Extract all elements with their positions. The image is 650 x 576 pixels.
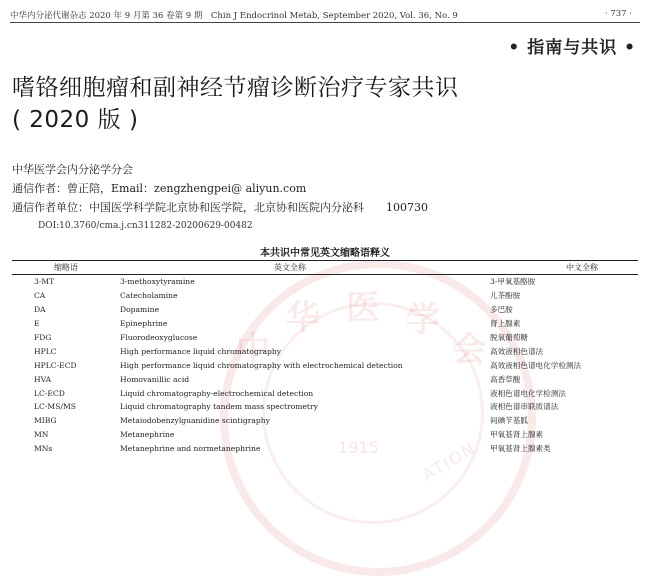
article-title — [12, 72, 459, 136]
english-name-cell-text: Liquid chromatography-electrochemical detection — [120, 388, 314, 398]
chinese-name-cell-text: 高香草酸 — [490, 374, 521, 384]
abbreviation-cell-text: MIBG — [34, 416, 57, 426]
chinese-name-cell — [460, 428, 638, 442]
chinese-name-cell — [460, 289, 638, 303]
english-name-cell — [120, 275, 460, 289]
table-body — [12, 275, 638, 456]
watermark-text: ATION — [419, 438, 480, 485]
table-row — [12, 289, 638, 303]
table-row — [12, 303, 638, 317]
abbreviation-cell-text: FDG — [34, 333, 52, 342]
corresponding-author: 通信作者：曾正陪，Email：zengzhengpei@ aliyun.com — [12, 182, 307, 195]
chinese-name-cell-text: 液相色谱电化学检测法 — [490, 388, 566, 398]
abbreviation-cell-text: 3-MT — [34, 277, 55, 287]
chinese-name-cell — [460, 303, 638, 317]
english-name-cell — [120, 317, 460, 331]
abbreviation-cell — [12, 400, 120, 414]
english-name-cell-text: Metanephrine and normetanephrine — [120, 444, 261, 454]
english-name-cell — [120, 428, 460, 442]
english-name-cell — [120, 289, 460, 303]
watermark-year: 1915 — [338, 438, 379, 457]
chinese-name-cell — [460, 344, 638, 358]
abbreviation-cell — [12, 275, 120, 289]
author-block — [12, 160, 428, 217]
table-row — [12, 414, 638, 428]
chinese-name-cell-text: 脱氧葡萄糖 — [490, 333, 528, 342]
chinese-name-cell-text: 甲氧基肾上腺素类 — [490, 444, 551, 454]
chinese-name-cell-text: 间碘苄基胍 — [490, 416, 528, 426]
abbreviation-table — [12, 260, 638, 456]
english-name-cell-text: Homovanillic acid — [120, 374, 190, 384]
column-header-chinese: 中文全称 — [460, 261, 638, 275]
english-name-cell — [120, 331, 460, 345]
chinese-name-cell — [460, 358, 638, 372]
table-row — [12, 344, 638, 358]
english-name-cell — [120, 372, 460, 386]
abbreviation-cell-text: HPLC-ECD — [34, 360, 77, 370]
english-name-cell — [120, 386, 460, 400]
section-label: • 指南与共识 • — [508, 38, 636, 58]
english-name-cell-text: Metaiodobenzylguanidine scintigraphy — [120, 416, 270, 426]
abbreviation-cell-text: MN — [34, 430, 49, 440]
chinese-name-cell-text: 高效液相色谱电化学检测法 — [490, 360, 582, 370]
watermark-char: 会 — [452, 330, 486, 370]
abbreviation-cell — [12, 344, 120, 358]
page-number: · 737 · — [604, 9, 632, 19]
table-row — [12, 317, 638, 331]
abbreviation-cell-text: LC-MS/MS — [34, 402, 76, 412]
chinese-name-cell — [460, 386, 638, 400]
table-row — [12, 428, 638, 442]
abbreviation-cell-text: CA — [34, 291, 46, 301]
english-name-cell-text: Dopamine — [120, 305, 160, 315]
table-row — [12, 275, 638, 289]
english-name-cell-text: Epinephrine — [120, 319, 168, 329]
chinese-name-cell-text: 肾上腺素 — [490, 319, 521, 329]
english-name-cell — [120, 442, 460, 456]
abbreviation-cell — [12, 331, 120, 345]
english-name-cell-text: Liquid chromatography tandem mass spectrometry — [120, 402, 318, 412]
abbreviation-cell — [12, 442, 120, 456]
abbreviation-cell — [12, 317, 120, 331]
chinese-name-cell — [460, 317, 638, 331]
article-title-line: ( 2020 版 ) — [12, 107, 139, 133]
column-header-english: 英文全称 — [120, 261, 460, 275]
postcode: 100730 — [386, 201, 428, 214]
english-name-cell — [120, 344, 460, 358]
abbreviation-cell-text: E — [34, 319, 40, 329]
abbreviation-cell — [12, 414, 120, 428]
abbreviation-cell-text: DA — [34, 305, 46, 315]
author-organization: 中华医学会内分泌学分会 — [12, 163, 133, 176]
chinese-name-cell — [460, 372, 638, 386]
watermark-char: 学 — [406, 300, 440, 340]
english-name-cell-text: High performance liquid chromatography with electrochemical detection — [120, 360, 403, 370]
english-name-cell — [120, 400, 460, 414]
abbreviation-cell — [12, 303, 120, 317]
english-name-cell-text: 3-methoxytyramine — [120, 277, 195, 287]
abbreviation-cell-text: HPLC — [34, 346, 57, 356]
chinese-name-cell — [460, 400, 638, 414]
header-rule — [10, 22, 640, 23]
abbreviation-cell — [12, 289, 120, 303]
chinese-name-cell — [460, 331, 638, 345]
watermark-char: 医 — [346, 288, 380, 328]
abbreviation-cell — [12, 358, 120, 372]
abbreviation-cell-text: MNs — [34, 444, 53, 454]
affiliation: 通信作者单位：中国医学科学院北京协和医学院，北京协和医院内分泌科 — [12, 201, 364, 214]
english-name-cell — [120, 414, 460, 428]
column-header-abbreviation: 缩略语 — [12, 261, 120, 275]
abbreviation-cell-text: HVA — [34, 374, 52, 384]
table-row — [12, 400, 638, 414]
affiliation-line — [12, 198, 428, 217]
abbreviation-cell-text: LC-ECD — [34, 388, 65, 398]
chinese-name-cell-text: 甲氧基肾上腺素 — [490, 430, 544, 440]
abbreviation-cell — [12, 428, 120, 442]
chinese-name-cell-text: 多巴胺 — [490, 305, 513, 315]
chinese-name-cell-text: 3-甲氧基酪胺 — [490, 277, 536, 287]
watermark-char: 华 — [286, 298, 320, 338]
doi: DOI:10.3760/cma.j.cn311282-20200629-00482 — [38, 221, 253, 231]
chinese-name-cell-text: 液相色谱串联质谱法 — [490, 402, 559, 412]
english-name-cell-text: High performance liquid chromatography — [120, 346, 282, 356]
table-row — [12, 331, 638, 345]
chinese-name-cell-text: 高效液相色谱法 — [490, 346, 544, 356]
english-name-cell — [120, 358, 460, 372]
english-name-cell — [120, 303, 460, 317]
journal-header: 中华内分泌代谢杂志 2020 年 9 月第 36 卷第 9 期 Chin J Endocrinol Metab, September 2020, Vol. 36, No. 9 — [10, 11, 458, 21]
english-name-cell-text: Catecholamine — [120, 291, 178, 301]
abbreviation-cell — [12, 372, 120, 386]
english-name-cell-text: Metanephrine — [120, 430, 175, 440]
chinese-name-cell — [460, 442, 638, 456]
table-title: 本共识中常见英文缩略语释义 — [260, 248, 390, 259]
english-name-cell-text: Fluorodeoxyglucose — [120, 333, 198, 342]
table-header-row — [12, 261, 638, 275]
chinese-name-cell — [460, 275, 638, 289]
table-row — [12, 358, 638, 372]
watermark-char: 中 — [236, 330, 270, 370]
chinese-name-cell-text: 儿茶酚胺 — [490, 291, 521, 301]
abbreviation-cell — [12, 386, 120, 400]
table-row — [12, 442, 638, 456]
chinese-name-cell — [460, 414, 638, 428]
article-title-line: 嗜铬细胞瘤和副神经节瘤诊断治疗专家共识 — [12, 75, 459, 101]
table-row — [12, 386, 638, 400]
table-row — [12, 372, 638, 386]
